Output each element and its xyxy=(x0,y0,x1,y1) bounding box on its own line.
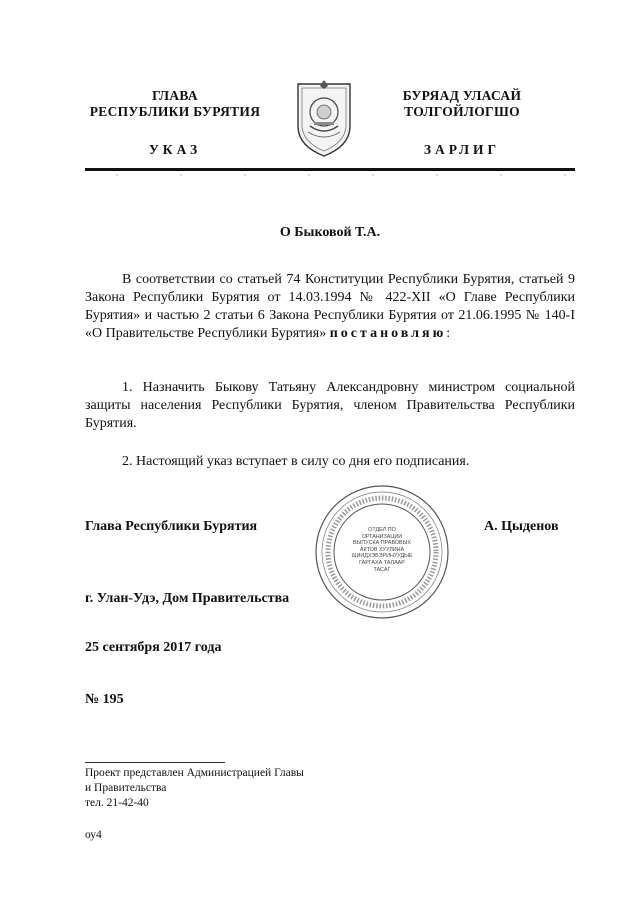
preamble-decree-word: постановляю xyxy=(329,326,447,341)
clause-1: 1. Назначить Быкову Татьяну Александровну министром социальной защиты населения Республики Бурятия, членом Правительства Республики Бурятия. xyxy=(85,380,575,431)
preamble-text: В соответствии со статьей 74 Конституции Республики Бурятия, статьей 9 Закона Республики Бурятия от 14.03.1994 № 422-XII «О Главе Республики Бурятия» и частью 2 статьи 6 Закона Республики Бурятия от 21.06.1995 № 140-I «О Правительстве Республики Бурятия» xyxy=(85,272,575,341)
header-left-title: ГЛАВА xyxy=(152,88,198,103)
header-right xyxy=(362,88,562,158)
signing-date: 25 сентября 2017 года xyxy=(85,640,222,655)
decree-number: № 195 xyxy=(85,692,124,707)
header-left-doc-kind: УКАЗ xyxy=(148,142,202,157)
header-left-subtitle: РЕСПУБЛИКИ БУРЯТИЯ xyxy=(89,104,261,119)
header-left xyxy=(75,88,275,158)
document-code: оу4 xyxy=(85,829,102,841)
footnote-phone: тел. 21-42-40 xyxy=(85,797,149,809)
footnote-line-1: Проект представлен Администрацией Главы xyxy=(85,767,304,779)
signatory-position: Глава Республики Бурятия xyxy=(85,519,258,534)
preamble-paragraph xyxy=(85,271,575,343)
document-title: О Быковой Т.А. xyxy=(279,225,381,240)
coat-of-arms-icon xyxy=(292,76,356,158)
signatory-name: А. Цыденов xyxy=(484,519,559,534)
header-right-doc-kind: ЗАРЛИГ xyxy=(423,142,501,157)
header-right-title: БУРЯАД УЛАСАЙ xyxy=(402,88,522,103)
footnote xyxy=(85,766,385,811)
footnote-divider xyxy=(85,762,225,763)
header-right-subtitle: ТОЛГОЙЛОГШО xyxy=(404,104,520,119)
preamble-colon: : xyxy=(446,326,451,341)
header-dotted-divider xyxy=(85,174,575,176)
seal-inner-text: ОТДЕЛ ПО ОРГАНИЗАЦИИ ВЫПУСКА ПРАВОВЫХ АКТОВ ХУУЛИНА ШИИДХЭБЭРИНУУДЫЕ ГАРГАХА ТАЛААР ТАСАГ xyxy=(351,527,413,573)
header-divider xyxy=(85,168,575,171)
clause-2: 2. Настоящий указ вступает в силу со дня его подписания. xyxy=(122,454,470,469)
footnote-line-2: и Правительства xyxy=(85,782,167,794)
signing-place: г. Улан-Удэ, Дом Правительства xyxy=(85,591,290,606)
